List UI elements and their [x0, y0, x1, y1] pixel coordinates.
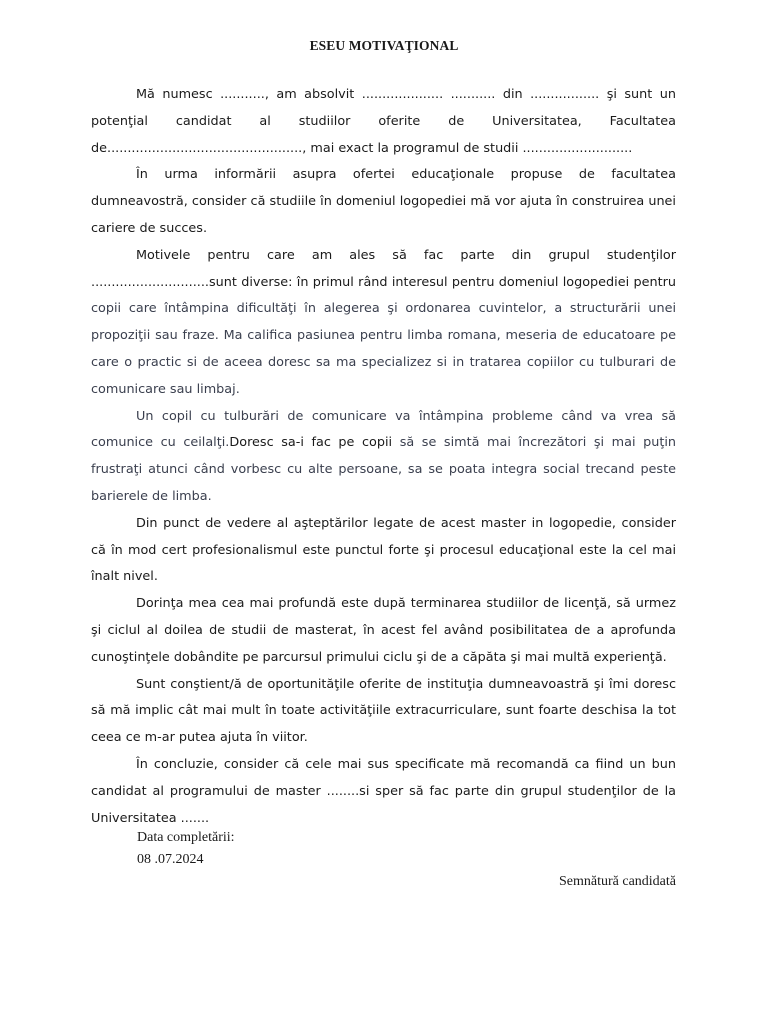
essay-body	[91, 82, 676, 832]
paragraph-motives-part-1: Motivele pentru care am ales să fac parte din grupul studenţilor .............................sunt diverse: în primul rând interesul pentru domeniul logopediei pentru	[91, 247, 676, 290]
paragraph-opportunities: Sunt conştient/ă de oportunităţile oferite de instituţia dumneavoastră şi îmi doresc să mă implic cât mai mult în toate activităţiile extracurriculare, sunt foarte deschisa la tot ceea ce m-ar putea ajuta în viitor.	[91, 676, 676, 746]
paragraph-child-part-2: Doresc sa-i fac pe copii	[229, 435, 393, 451]
date-label: Data completării:	[137, 830, 235, 845]
paragraph-conclusion: În concluzie, consider că cele mai sus specificate mă recomandă ca fiind un bun candidat al programului de master ........si sper să fac parte din grupul studenţilor de la Universitatea .......	[91, 756, 676, 826]
paragraph-child-communication	[91, 404, 676, 511]
paragraph-desire: Dorinţa mea cea mai profundă este după terminarea studiilor de licenţă, să urmez şi ciclul al doilea de studii de masterat, în acest fel având posibilitatea de a aprofunda cunoştinţele dobândite pe parcursul primului ciclu şi de a căpăta şi mai multă experienţă.	[91, 596, 676, 665]
document-title: ESEU MOTIVAŢIONAL	[309, 38, 459, 53]
paragraph-information: În urma informării asupra ofertei educaţionale propuse de facultatea dumneavostră, consider că studiile în domeniul logopediei mă vor ajuta în construirea unei cariere de succes.	[91, 167, 676, 236]
signature-label: Semnătură candidată	[558, 874, 676, 889]
paragraph-intro: Mă numesc ..........., am absolvit .................... ........... din ................. şi sunt un potenţial candidat al studiilor oferite de Universitatea, Facultatea de................................................, mai exact la programul de studii ...........................	[91, 87, 676, 156]
date-block	[137, 827, 235, 871]
paragraph-expectations: Din punct de vedere al aşteptărilor legate de acest master in logopedie, consider că în mod cert profesionalismul este punctul forte şi procesul educaţional este la cel mai înalt nivel.	[91, 515, 676, 585]
date-value: 08 .07.2024	[137, 852, 204, 867]
paragraph-motives	[91, 243, 676, 404]
paragraph-child-part-3: să se simtă mai încrezători şi mai puţin frustraţi atunci când vorbesc cu alte persoane, sa se poata integra social trecand peste barierele de limba.	[91, 435, 677, 504]
paragraph-motives-part-2: copii care întâmpina dificultăţi în alegerea şi ordonarea cuvintelor, a structurării unei propoziţii sau fraze. Ma califica pasiunea pentru limba romana, meseria de educatoare pe care o practic si de aceea doresc sa ma specializez si in tratarea copiilor cu tulburari de comunicare sau limbaj.	[91, 301, 676, 397]
paragraph-child-part-1: Un copil cu tulburări de comunicare va întâmpina probleme când va vrea să comunice cu ceilalţi.	[91, 408, 676, 451]
